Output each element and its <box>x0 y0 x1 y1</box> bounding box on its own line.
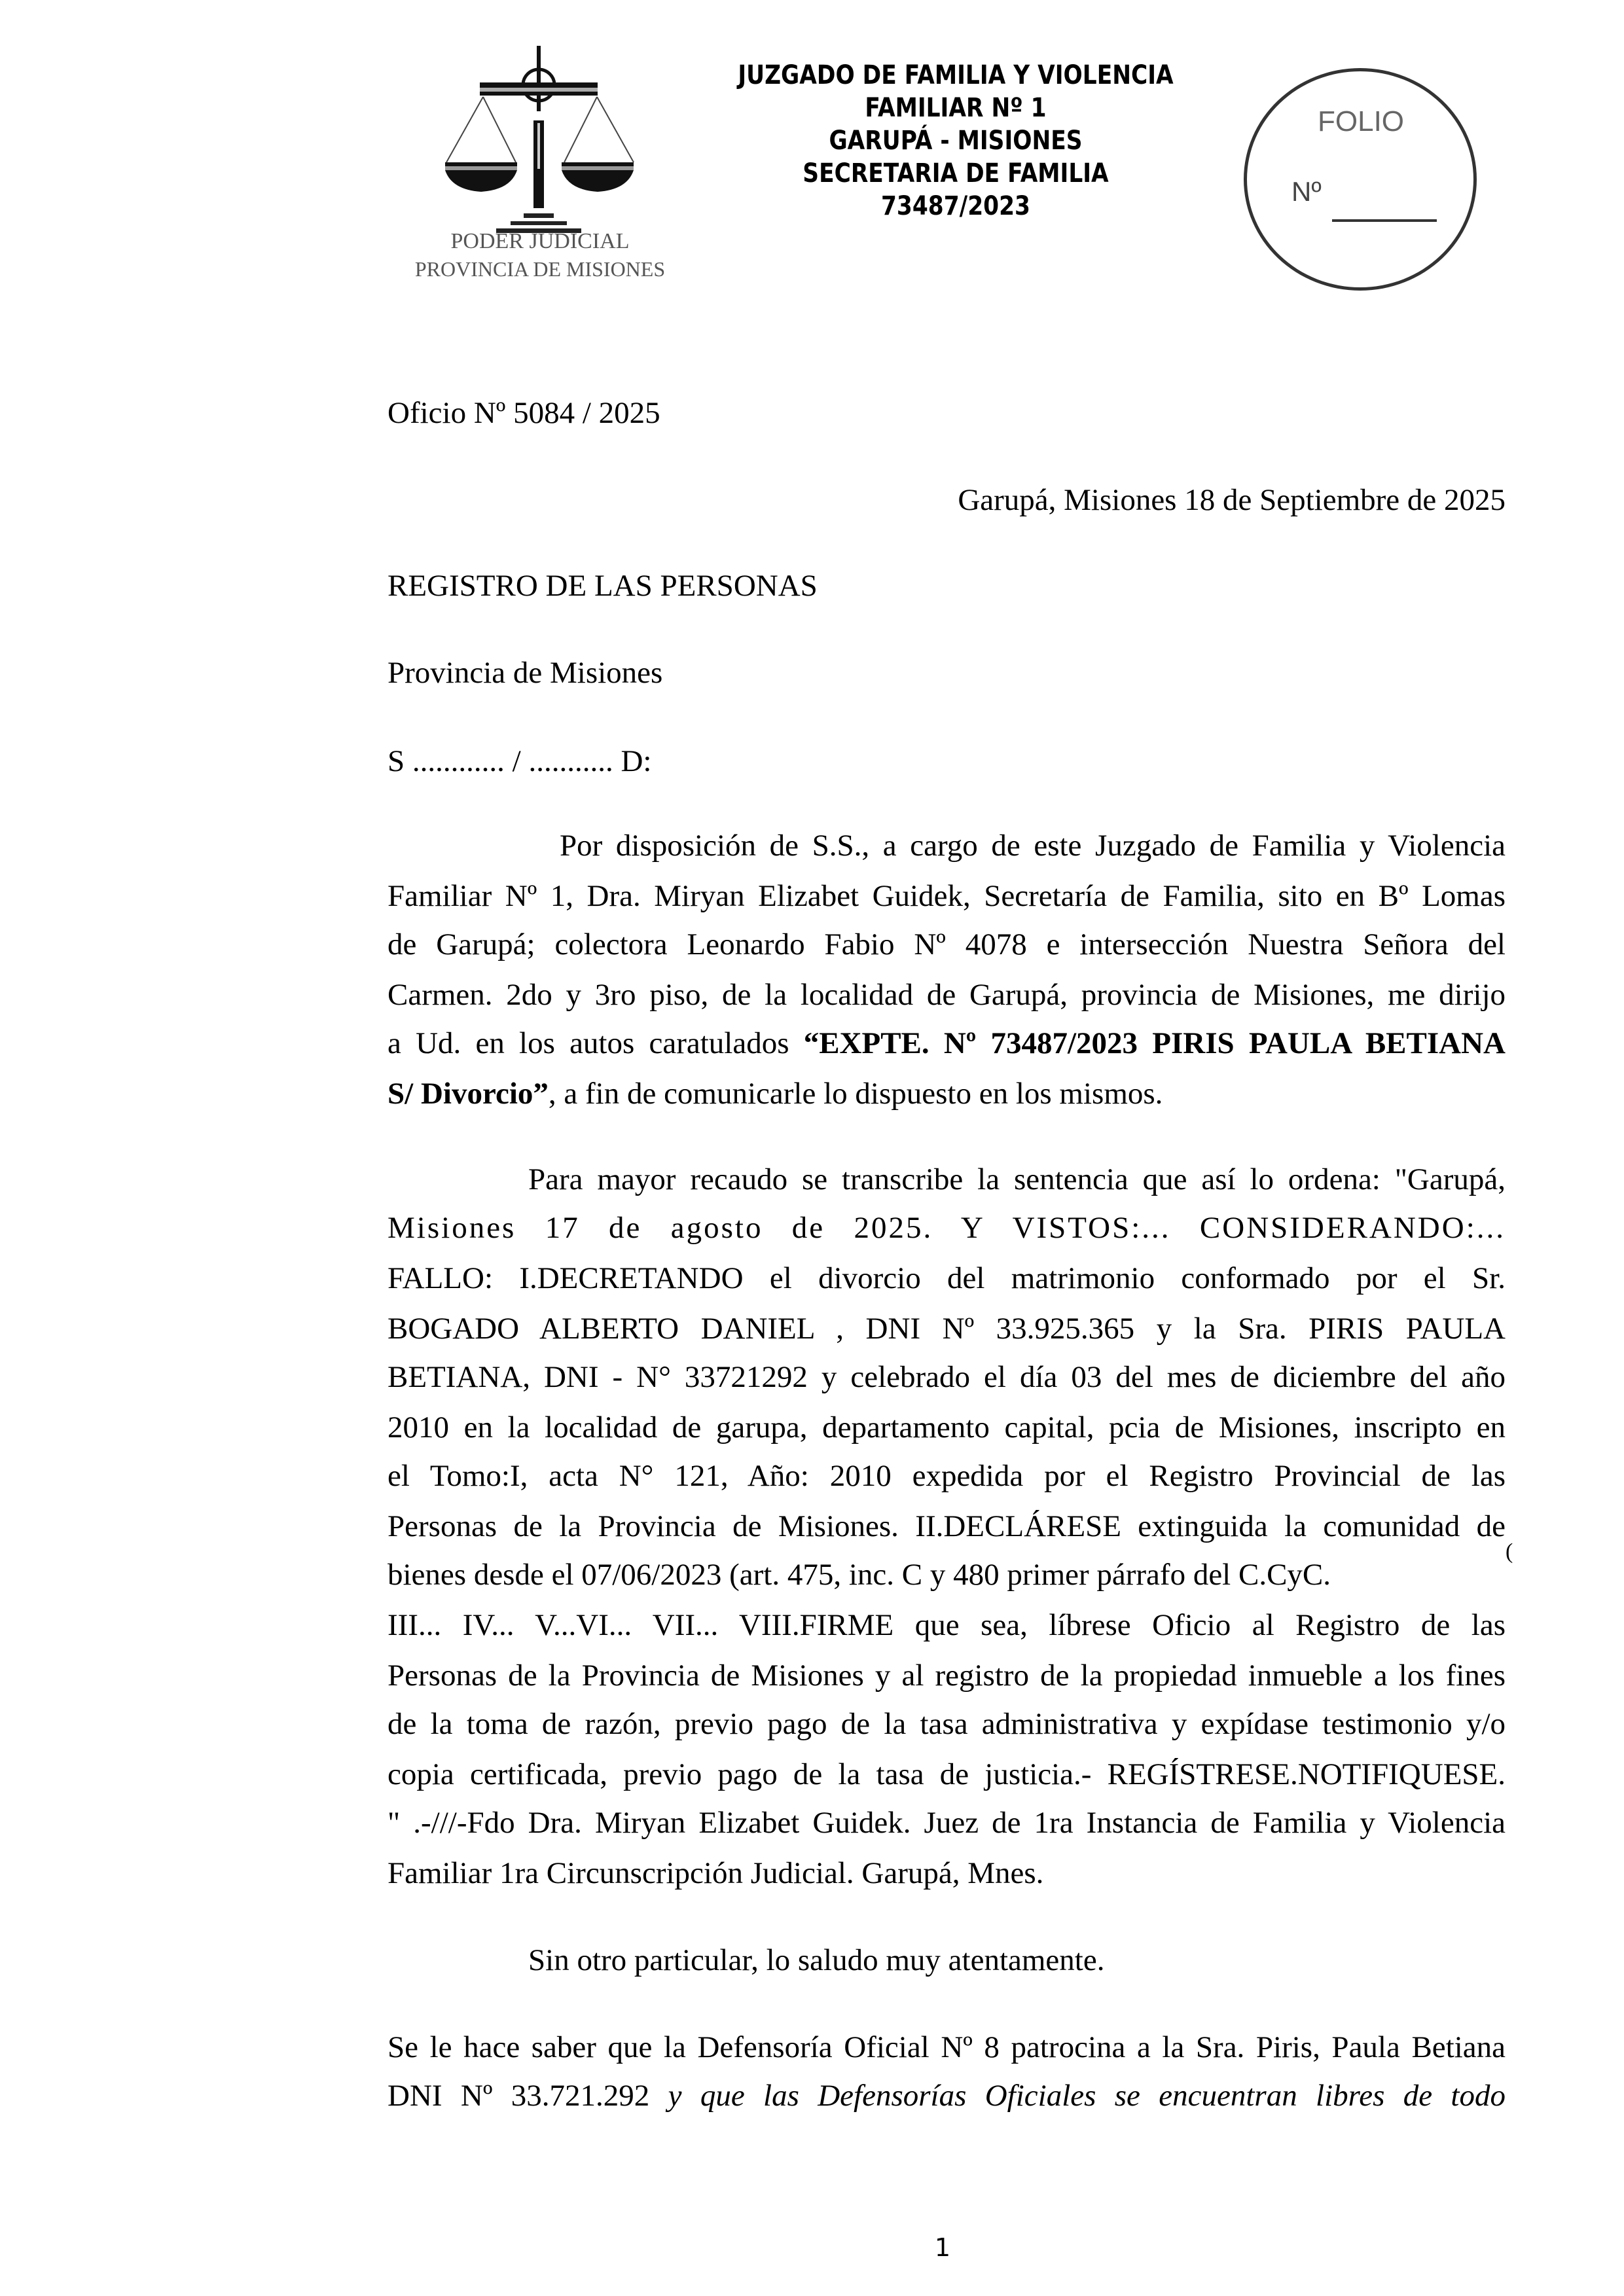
court-header-line: SECRETARIA DE FAMILIA <box>803 158 1109 188</box>
paragraph1-line: Carmen. 2do y 3ro piso, de la localidad de Garupá, provincia de Misiones, me dirijo <box>388 978 1506 1012</box>
paragraph2-line: 2010 en la localidad de garupa, departamento capital, pcia de Misiones, inscripto en <box>388 1410 1506 1444</box>
notice-line: Se le hace saber que la Defensoría Oficial Nº 8 patrocina a la Sra. Piris, Paula Betiana <box>388 2030 1506 2064</box>
case-title-bold: “EXPTE. Nº 73487/2023 PIRIS PAULA BETIANA <box>803 1026 1506 1060</box>
paragraph2-line: BOGADO ALBERTO DANIEL , DNI Nº 33.925.365 y la Sra. PIRIS PAULA <box>388 1312 1506 1346</box>
scales-of-justice-icon <box>412 45 668 234</box>
folio-label: FOLIO <box>1318 105 1405 137</box>
folio-number-blank <box>1332 219 1437 222</box>
paragraph1-line <box>388 1069 1506 1119</box>
case-title-bold: S/ Divorcio” <box>388 1077 549 1111</box>
poder-judicial-logo <box>412 45 668 288</box>
notice-text-italic: y que las Defensorías Oficiales se encuentran libres de todo <box>668 2079 1506 2113</box>
notice-text: DNI Nº 33.721.292 <box>388 2079 668 2113</box>
folio-number-label: Nº <box>1291 176 1322 207</box>
paragraph1-line: Por disposición de S.S., a cargo de este Juzgado de Familia y Violencia <box>560 829 1506 863</box>
salutation: S ............ / ........... D: <box>388 744 652 778</box>
case-number: 73487/2023 <box>880 191 1030 221</box>
page-number: 1 <box>934 2233 951 2262</box>
paragraph2-line: de la toma de razón, previo pago de la tasa administrativa y expídase testimonio y/o <box>388 1707 1506 1741</box>
paragraph2-line: Para mayor recaudo se transcribe la sentencia que así lo ordena: "Garupá, <box>528 1162 1506 1196</box>
notice-line <box>388 2072 1506 2121</box>
paragraph2-line: " .-///-Fdo Dra. Miryan Elizabet Guidek. Juez de 1ra Instancia de Familia y Violencia <box>388 1806 1506 1840</box>
paragraph2-line: copia certificada, previo pago de la tasa de justicia.- REGÍSTRESE.NOTIFIQUESE. <box>388 1757 1506 1791</box>
paragraph2-line: bienes desde el 07/06/2023 (art. 475, inc. C y 480 primer párrafo del C.CyC. <box>388 1558 1331 1592</box>
paragraph1-text: a Ud. en los autos caratulados <box>388 1026 804 1060</box>
recipient-province: Provincia de Misiones <box>388 656 663 690</box>
paragraph1-text: , a fin de comunicarle lo dispuesto en los mismos. <box>548 1077 1163 1111</box>
oficio-number: Oficio Nº 5084 / 2025 <box>388 396 660 430</box>
paragraph2-line: Personas de la Provincia de Misiones. II.DECLÁRESE extinguida la comunidad de <box>388 1509 1506 1543</box>
court-header-line: JUZGADO DE FAMILIA Y VIOLENCIA <box>738 60 1174 90</box>
logo-caption-provincia: PROVINCIA DE MISIONES <box>414 257 666 281</box>
folio-stamp <box>1244 68 1477 291</box>
recipient-name: REGISTRO DE LAS PERSONAS <box>388 569 818 603</box>
paragraph1-line: de Garupá; colectora Leonardo Fabio Nº 4078 e intersección Nuestra Señora del <box>388 927 1506 961</box>
paragraph1-line <box>388 1019 1506 1068</box>
paragraph2-line: FALLO: I.DECRETANDO el divorcio del matrimonio conformado por el Sr. <box>388 1261 1506 1295</box>
paragraph2-line: BETIANA, DNI - N° 33721292 y celebrado el día 03 del mes de diciembre del año <box>388 1360 1506 1394</box>
superscript-mark: ( <box>1506 1539 1513 1564</box>
place-date: Garupá, Misiones 18 de Septiembre de 2025 <box>958 483 1506 517</box>
paragraph2-line: Familiar 1ra Circunscripción Judicial. Garupá, Mnes. <box>388 1856 1044 1890</box>
paragraph2-line: Personas de la Provincia de Misiones y al registro de la propiedad inmueble a los fines <box>388 1659 1506 1693</box>
paragraph1-line: Familiar Nº 1, Dra. Miryan Elizabet Guidek, Secretaría de Familia, sito en Bº Lomas <box>388 879 1506 913</box>
closing-line: Sin otro particular, lo saludo muy atentamente. <box>528 1943 1105 1977</box>
logo-caption-poder-judicial: PODER JUDICIAL <box>450 229 630 253</box>
paragraph2-line: III... IV... V...VI... VII... VIII.FIRME que sea, líbrese Oficio al Registro de las <box>388 1608 1506 1642</box>
paragraph2-line: el Tomo:I, acta N° 121, Año: 2010 expedida por el Registro Provincial de las <box>388 1459 1506 1493</box>
court-header-line: GARUPÁ - MISIONES <box>829 126 1083 156</box>
court-header <box>719 59 1192 223</box>
paragraph2-line: Misiones 17 de agosto de 2025. Y VISTOS:... CONSIDERANDO:... <box>388 1211 1506 1245</box>
court-header-line: FAMILIAR Nº 1 <box>865 93 1047 123</box>
